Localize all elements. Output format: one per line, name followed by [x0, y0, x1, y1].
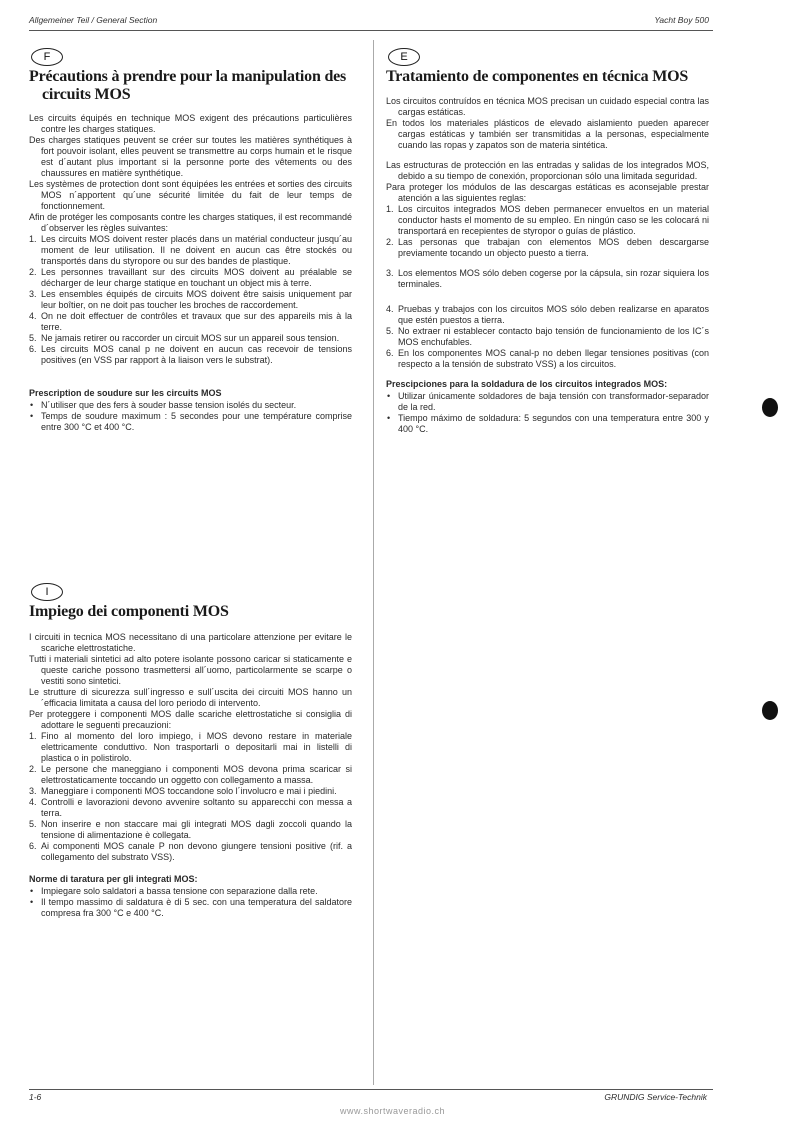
list-item: [29, 797, 352, 819]
binder-hole: [762, 398, 778, 417]
list-text: Ne jamais retirer ou raccorder un circuit MOS sur un appareil sous tension.: [41, 333, 340, 343]
list-text: Fino al momento del loro impiego, i MOS devono restare in materiale elettricamente conduttivo. Non trasportarli o depositarli mai in listelli di plastica o in polistirolo.: [41, 731, 352, 763]
paragraph: Las estructuras de protección en las entradas y salidas de los integrados MOS, debido a su tiempo de conexión, proporcionan sólo una limitada seguridad.: [386, 160, 709, 181]
solder-heading: Prescription de soudure sur les circuits MOS: [29, 388, 222, 398]
list-text: Controlli e lavorazioni devono avvenire soltanto su apparecchi con messa a terra.: [41, 797, 352, 818]
footer-rule: [29, 1089, 713, 1090]
page-header: [29, 15, 709, 29]
rules-list: [29, 234, 352, 366]
list-number: 3.: [29, 786, 37, 796]
solder-list: [386, 391, 709, 435]
list-item: [29, 731, 352, 764]
paragraph: Los circuitos contruídos en técnica MOS precisan un cuidado especial contra las cargas estáticas.: [386, 96, 709, 117]
rules-list: [386, 204, 709, 370]
section-french-title-line1: Précautions à prendre pour la manipulation des: [29, 68, 347, 85]
list-number: 1.: [386, 204, 394, 214]
list-item: [29, 267, 352, 289]
list-text: En los componentes MOS canal-p no deben llegar tensiones positivas (con respecto a la tensión de substrato VSS) a los circuitos.: [398, 348, 709, 369]
list-text: Los elementos MOS sólo deben cogerse por la cápsula, sin rozar siquiera los terminales.: [398, 268, 709, 289]
section-spanish-title: Tratamiento de componentes en técnica MOS: [386, 68, 689, 85]
paragraph: Les systèmes de protection dont sont équipées les entrées et sorties des circuits MOS n´apportent qu´une sécurité limitée du fait de leur temps de fonctionnement.: [29, 179, 352, 211]
list-text: Les circuits MOS doivent rester placés dans un matérial conducteur jusqu´au moment de leur utilisation. Il ne doivent en aucun cas être stockés ou transportés dans du styropore ou sur des bandes de plastique.: [41, 234, 352, 266]
list-number: 6.: [29, 344, 37, 354]
list-text: Ai componenti MOS canale P non devono giungere tensioni positive (rif. a collegamento del substrato VSS).: [41, 841, 352, 862]
list-item: [386, 204, 709, 237]
watermark: www.shortwaveradio.ch: [339, 1106, 446, 1116]
bullet-item: • Impiegare solo saldatori a bassa tensione con separazione dalla rete.: [29, 886, 352, 897]
section-french-title: [29, 68, 352, 104]
paragraph: Des charges statiques peuvent se créer sur toutes les matières synthétiques à fort pouvoir isolant, elles peuvent se transmettre au corps humain et le risque est d´autant plus important si la personne porte des vêtements ou des chaussures en matière synthétique.: [29, 135, 352, 178]
paragraph: Per proteggere i componenti MOS dalle scariche elettrostatiche si consiglia di adottare le seguenti precauzioni:: [29, 709, 352, 730]
bullet-item: • Temps de soudure maximum : 5 secondes pour une température comprise entre 300 °C et 400 °C.: [29, 411, 352, 433]
list-number: 5.: [29, 819, 37, 829]
list-number: 1.: [29, 731, 37, 741]
paragraph: Tutti i materiali sintetici ad alto potere isolante possono caricar si staticamente e queste cariche possono trasmettersi all´uomo, particolarmente se scarpe o vestiti sono sintetici.: [29, 654, 352, 686]
list-text: Le persone che maneggiano i componenti MOS devona prima scaricar si elettrostaticamente toccando un oggetto con collegamento a massa.: [41, 764, 352, 785]
list-number: 6.: [29, 841, 37, 851]
section-italian-title: Impiego dei componenti MOS: [29, 603, 229, 620]
list-number: 4.: [29, 311, 37, 321]
solder-list: [29, 400, 352, 433]
header-rule: [29, 30, 713, 31]
paragraph: Le strutture di sicurezza sull´ingresso e sull´uscita dei circuiti MOS hanno un´efficacia limitata a causa del loro periodo di intervento.: [29, 687, 352, 708]
list-number: 3.: [29, 289, 37, 299]
list-text: Las personas que trabajan con elementos MOS deben descargarse previamente tocando un objecto puesto a tierra.: [398, 237, 709, 258]
list-number: 4.: [386, 304, 394, 314]
bullet-item: • N´utiliser que des fers à souder basse tension isolés du secteur.: [29, 400, 352, 411]
list-text: Maneggiare i componenti MOS toccandone solo l´involucro e mai i piedini.: [41, 786, 337, 796]
paragraph: Les circuits équipés en technique MOS exigent des précautions particulières contre les charges statiques.: [29, 113, 352, 134]
section-french: [29, 47, 352, 433]
list-item: [29, 234, 352, 267]
list-text: Les circuits MOS canal p ne doivent en aucun cas recevoir de tensions positives (en VSS par rapport à la liaison vers le substrat).: [41, 344, 352, 365]
list-text: Los circuitos integrados MOS deben permanecer envueltos en un material conductor hasts el momento de su empleo. En ningún caso se les colocará ni transportará en recepientes de styropor o guías de plástico.: [398, 204, 709, 236]
list-number: 3.: [386, 268, 394, 278]
header-section-label: Allgemeiner Teil / General Section: [29, 15, 158, 25]
list-text: Les personnes travaillant sur des circuits MOS doivent au préalable se décharger de leur charge statique en touchant un object mis à terre.: [41, 267, 352, 288]
list-number: 1.: [29, 234, 37, 244]
list-item: [386, 348, 709, 370]
list-number: 4.: [29, 797, 37, 807]
column-divider: [373, 40, 374, 1085]
list-item: [29, 786, 352, 797]
section-italian: [29, 582, 352, 919]
solder-list: [29, 886, 352, 919]
list-item: [29, 841, 352, 863]
list-number: 5.: [29, 333, 37, 343]
page-number: 1-6: [29, 1092, 42, 1102]
language-badge-i: I: [31, 583, 63, 601]
list-item: [29, 333, 352, 344]
footer-brand: GRUNDIG Service-Technik: [604, 1092, 707, 1102]
bullet-item: • Utilizar únicamente soldadores de baja tensión con transformador-separador de la red.: [386, 391, 709, 413]
list-item: [386, 304, 709, 326]
list-item: [29, 764, 352, 786]
bullet-item: • Tiempo máximo de soldadura: 5 segundos con una temperatura entre 300 y 400 °C.: [386, 413, 709, 435]
list-text: Non inserire e non staccare mai gli integrati MOS dagli zoccoli quando la tensione di alimentazione è collegata.: [41, 819, 352, 840]
paragraph: Para proteger los módulos de las descargas estáticas es aconsejable prestar atención a las siguientes reglas:: [386, 182, 709, 203]
list-number: 2.: [29, 764, 37, 774]
list-text: No extraer ni establecer contacto bajo tensión de funcionamiento de los IC´s MOS enchufables.: [398, 326, 709, 347]
section-french-title-line2: circuits MOS: [42, 86, 131, 103]
list-item: [29, 311, 352, 333]
binder-hole: [762, 701, 778, 720]
list-text: Les ensembles équipés de circuits MOS doivent être saisis uniquement par leur boîtier, on ne doit pas toucher les broches de raccordement.: [41, 289, 352, 310]
section-spanish: [386, 47, 709, 435]
list-item: [386, 326, 709, 348]
list-number: 6.: [386, 348, 394, 358]
language-badge-f: F: [31, 48, 63, 66]
list-number: 2.: [386, 237, 394, 247]
paragraph: En todos los materiales plásticos de elevado aislamiento pueden aparecer cargas estáticas y también ser transmitidas a la personas, especialmente cuando las ropas y zapatos son de materia sintética.: [386, 118, 709, 150]
paragraph: I circuiti in tecnica MOS necessitano di una particolare attenzione per evitare le scariche elettrostatiche.: [29, 632, 352, 653]
language-badge-e: E: [388, 48, 420, 66]
list-item: [386, 237, 709, 259]
bullet-item: • Il tempo massimo di saldatura è di 5 sec. con una temperatura del saldatore compresa fra 300 °C e 400 °C.: [29, 897, 352, 919]
list-number: 2.: [29, 267, 37, 277]
list-item: [29, 344, 352, 366]
list-text: On ne doit effectuer de contrôles et travaux que sur des appareils mis à la terre.: [41, 311, 352, 332]
solder-heading: Norme di taratura per gli integrati MOS:: [29, 874, 198, 884]
solder-heading: Prescipciones para la soldadura de los circuitos integrados MOS:: [386, 379, 668, 389]
list-item: [29, 289, 352, 311]
list-item: [29, 819, 352, 841]
rules-list: [29, 731, 352, 863]
list-number: 5.: [386, 326, 394, 336]
paragraph: Afin de protéger les composants contre les charges statiques, il est recommandé d´observer les règles suivantes:: [29, 212, 352, 233]
list-item: [386, 268, 709, 290]
list-text: Pruebas y trabajos con los circuitos MOS sólo deben realizarse en aparatos que estén puestos a tierra.: [398, 304, 709, 325]
header-model-name: Yacht Boy 500: [654, 15, 709, 25]
